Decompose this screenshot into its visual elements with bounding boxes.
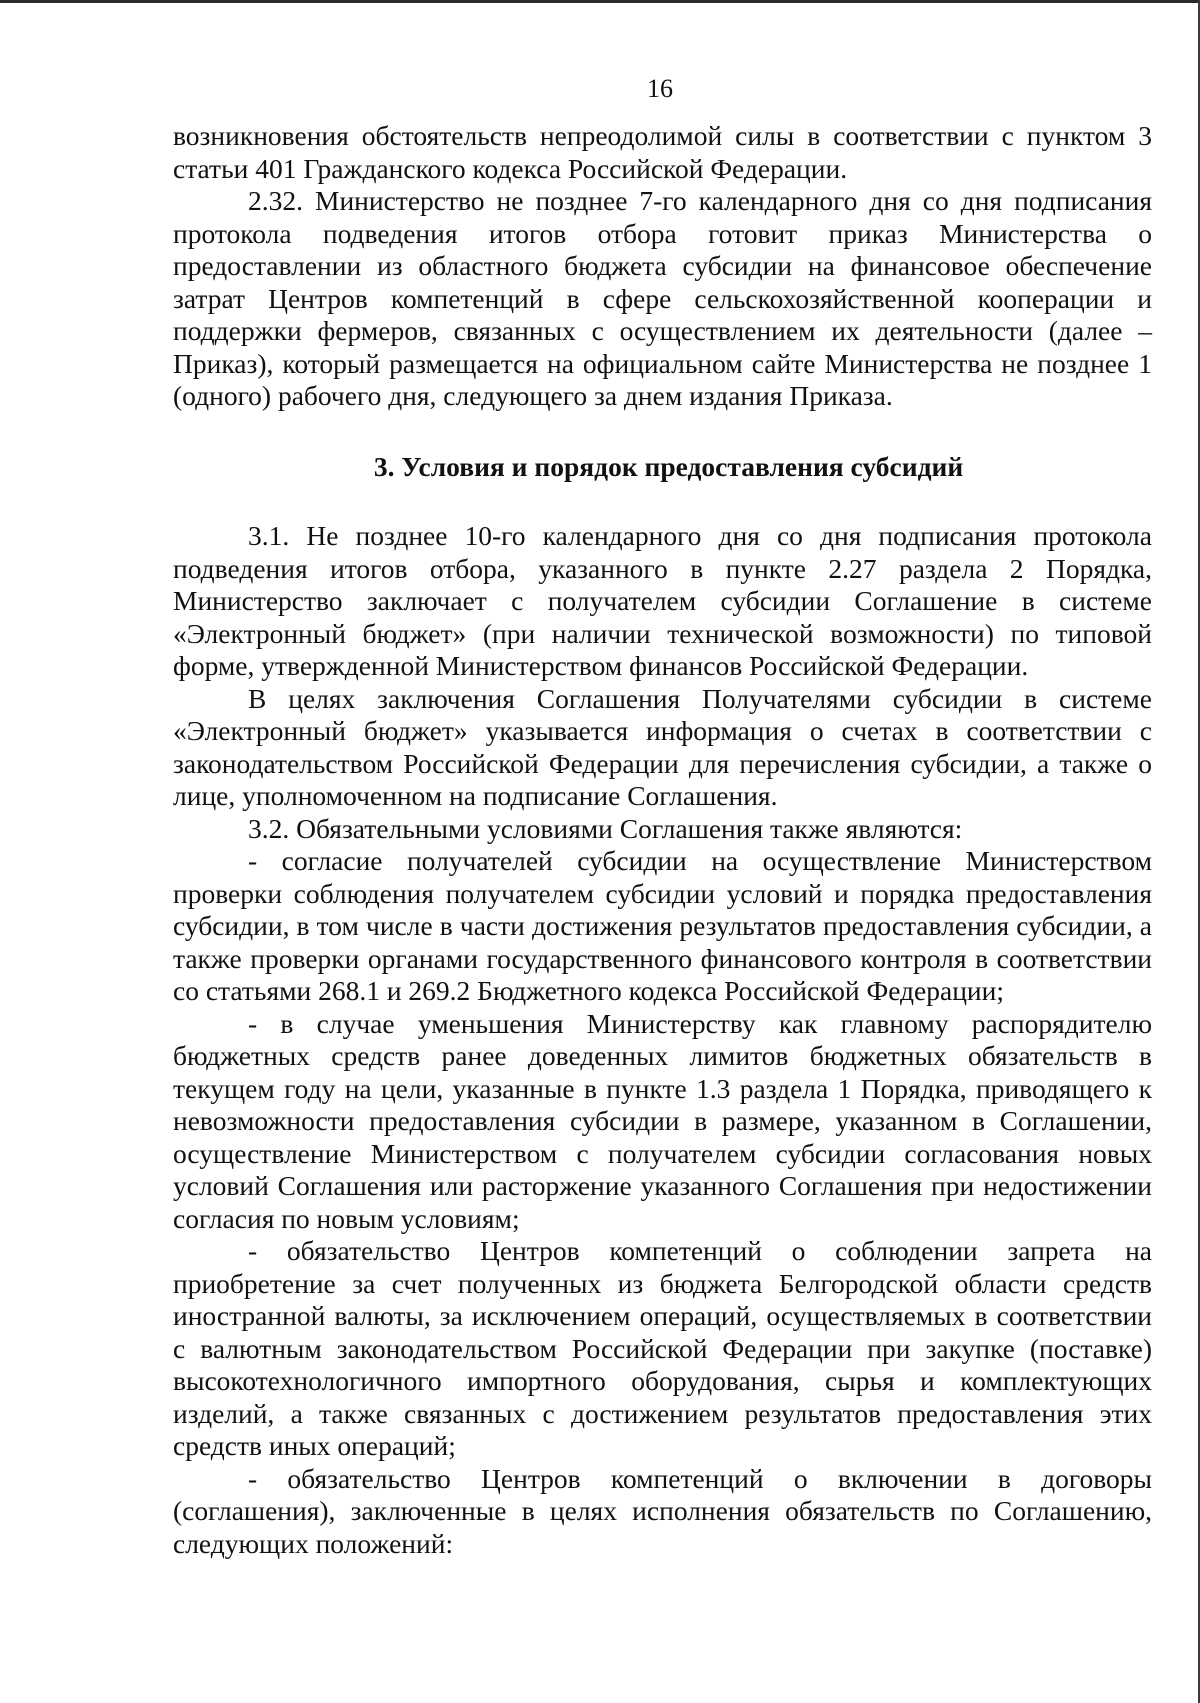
document-body [173, 120, 1152, 1560]
scan-edge-top [0, 0, 1200, 3]
paragraph-3-2: 3.2. Обязательными условиями Соглашения также являются: [248, 812, 963, 844]
list-item-contract-provisions: - обязательство Центров компетенций о включении в договоры (соглашения), заключенные в целях исполнения обязательств по Соглашению, следующих положений: [173, 1462, 1152, 1559]
paragraph-continuation: возникновения обстоятельств непреодолимой силы в соответствии с пунктом 3 статьи 401 Гражданского кодекса Российской Федерации. [173, 120, 1152, 184]
list-item-limits: - в случае уменьшения Министерству как главному распорядителю бюджетных средств ранее доведенных лимитов бюджетных обязательств в текущем году на цели, указанные в пункте 1.3 раздела 1 Порядка, приводящего к невозможности предоставления субсидии в размере, указанном в Соглашении, осуществление Министерством с получателем субсидии согласования новых условий Соглашения или расторжение указанного Соглашения при недостижении согласия по новым условиям; [173, 1007, 1152, 1234]
paragraph-electronic-budget: В целях заключения Соглашения Получателями субсидии в системе «Электронный бюджет» указывается информация о счетах в соответствии с законодательством Российской Федерации для перечисления субсидии, а также о лице, уполномоченном на подписание Соглашения. [173, 682, 1152, 811]
list-item-currency-ban: - обязательство Центров компетенций о соблюдении запрета на приобретение за счет полученных из бюджета Белгородской области средств иностранной валюты, за исключением операций, осуществляемых в соответствии с валютным законодательством Российской Федерации при закупке (поставке) высокотехнологичного импортного оборудования, сырья и комплектующих изделий, а также связанных с достижением результатов предоставления этих средств иных операций; [173, 1235, 1152, 1461]
page-number: 16 [647, 74, 673, 103]
paragraph-3-1: 3.1. Не позднее 10-го календарного дня со дня подписания протокола подведения итогов отбора, указанного в пункте 2.27 раздела 2 Порядка, Министерство заключает с получателем субсидии Соглашение в системе «Электронный бюджет» (при наличии технической возможности) по типовой форме, утвержденной Министерством финансов Российской Федерации. [173, 520, 1152, 681]
section-heading: 3. Условия и порядок предоставления субсидий [373, 450, 964, 482]
list-item-consent: - согласие получателей субсидии на осуществление Министерством проверки соблюдения получателем субсидии условий и порядка предоставления субсидии, в том числе в части достижения результатов предоставления субсидии, а также проверки органами государственного финансового контроля в соответствии со статьями 268.1 и 269.2 Бюджетного кодекса Российской Федерации; [173, 845, 1152, 1006]
paragraph-2-32: 2.32. Министерство не позднее 7-го календарного дня со дня подписания протокола подведения итогов отбора готовит приказ Министерства о предоставлении из областного бюджета субсидии на финансовое обеспечение затрат Центров компетенций в сфере сельскохозяйственной кооперации и поддержки фермеров, связанных с осуществлением их деятельности (далее – Приказ), который размещается на официальном сайте Министерства не позднее 1 (одного) рабочего дня, следующего за днем издания Приказа. [173, 185, 1152, 411]
